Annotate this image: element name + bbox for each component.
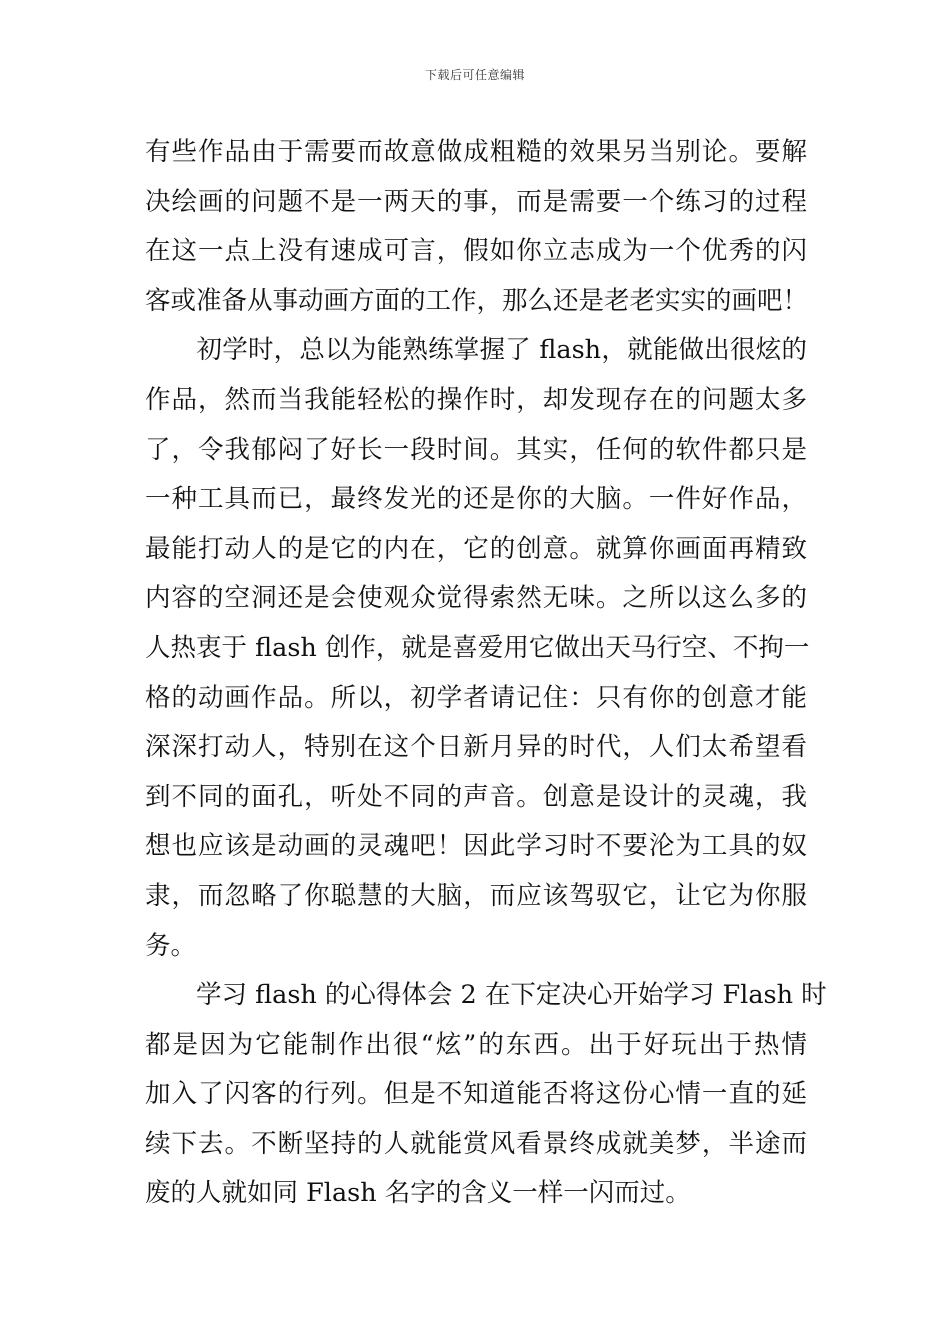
text-line: 格的动画作品。所以，初学者请记住：只有你的创意才能 bbox=[145, 682, 807, 713]
text-line: 学习 flash 的心得体会 2 在下定决心开始学习 Flash 时 bbox=[145, 980, 827, 1011]
text-line: 初学时，总以为能熟练掌握了 flash，就能做出很炫的 bbox=[145, 335, 807, 366]
text-line: 人热衷于 flash 创作，就是喜爱用它做出天马行空、不拘一 bbox=[145, 632, 810, 663]
text-line: 了，令我郁闷了好长一段时间。其实，任何的软件都只是 bbox=[145, 434, 807, 465]
body-text bbox=[145, 128, 827, 1219]
text-line: 想也应该是动画的灵魂吧！因此学习时不要沦为工具的奴 bbox=[145, 831, 807, 862]
text-line: 客或准备从事动画方面的工作，那么还是老老实实的画吧！ bbox=[145, 285, 809, 316]
text-line: 加入了闪客的行列。但是不知道能否将这份心情一直的延 bbox=[145, 1079, 807, 1110]
text-line: 一种工具而已，最终发光的还是你的大脑。一件好作品， bbox=[145, 484, 807, 515]
text-line: 续下去。不断坚持的人就能赏风看景终成就美梦，半途而 bbox=[145, 1128, 807, 1159]
text-line: 在这一点上没有速成可言，假如你立志成为一个优秀的闪 bbox=[145, 236, 807, 267]
text-line: 决绘画的问题不是一两天的事，而是需要一个练习的过程 bbox=[145, 186, 807, 217]
text-line: 最能打动人的是它的内在，它的创意。就算你画面再精致 bbox=[145, 533, 807, 564]
text-line: 深深打动人，特别在这个日新月异的时代，人们太希望看 bbox=[145, 732, 807, 763]
text-line: 作品，然而当我能轻松的操作时，却发现存在的问题太多 bbox=[145, 384, 807, 415]
text-line: 到不同的面孔，听处不同的声音。创意是设计的灵魂，我 bbox=[145, 781, 807, 812]
text-line: 隶，而忽略了你聪慧的大脑，而应该驾驭它，让它为你服 bbox=[145, 880, 807, 911]
text-line: 废的人就如同 Flash 名字的含义一样一闪而过。 bbox=[145, 1178, 691, 1209]
text-line: 有些作品由于需要而故意做成粗糙的效果另当别论。要解 bbox=[145, 137, 807, 167]
text-line: 务。 bbox=[145, 930, 197, 961]
text-line: 都是因为它能制作出很“炫”的东西。出于好玩出于热情 bbox=[145, 1029, 807, 1060]
text-line: 内容的空洞还是会使观众觉得索然无味。之所以这么多的 bbox=[145, 583, 807, 614]
page-header: 下载后可任意编辑 bbox=[424, 68, 525, 82]
